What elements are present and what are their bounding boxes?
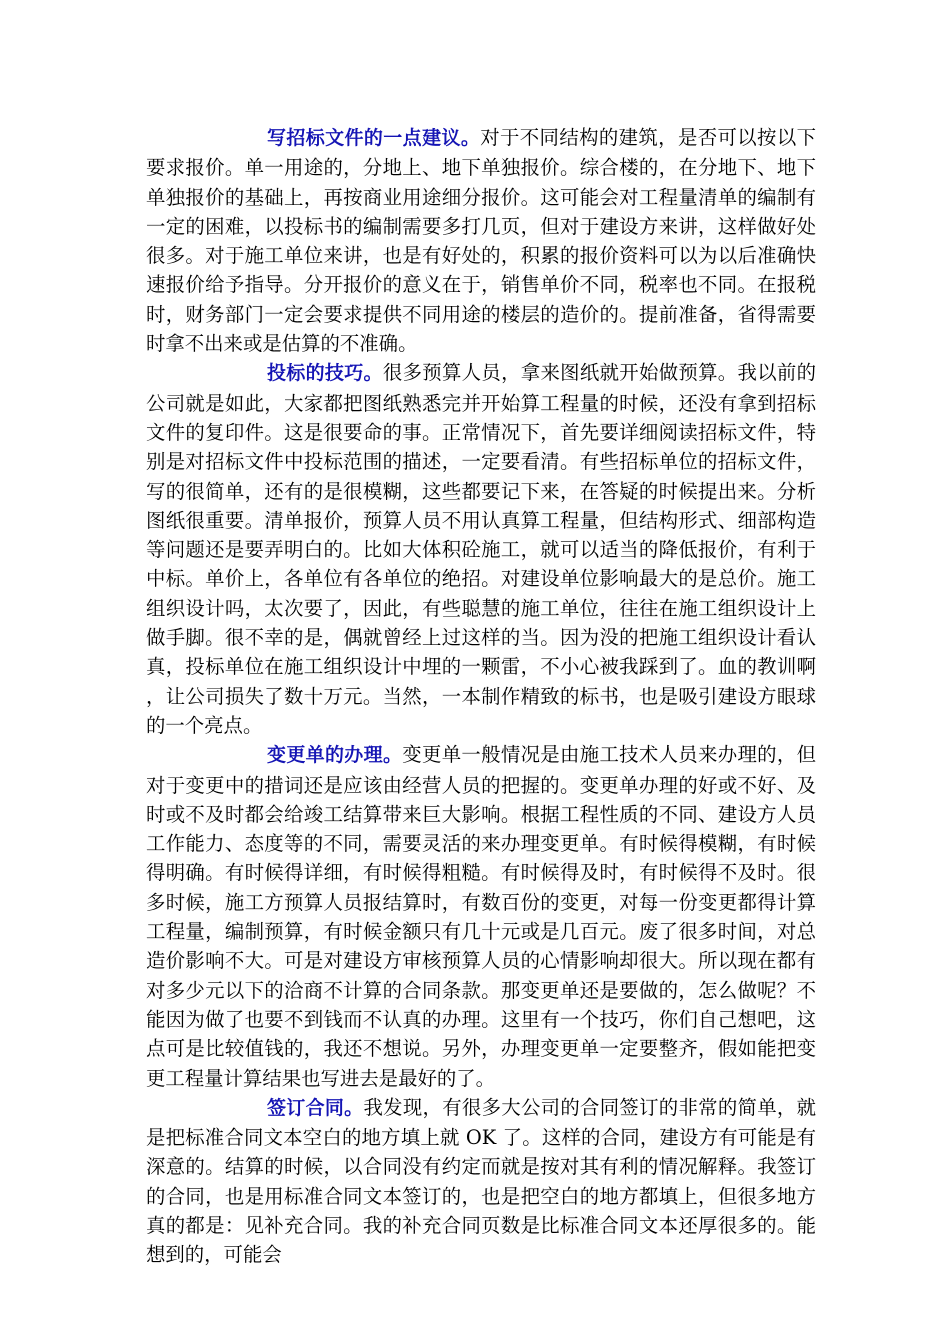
section-heading: 签订合同。 — [267, 1096, 364, 1119]
section-body: 很多预算人员，拿来图纸就开始做预算。我以前的公司就是如此，大家都把图纸熟悉完并开始算工程量的时候，还没有拿到招标文件的复印件。这是很要命的事。正常情况下，首先要详细阅读招标文件，特别是对招标文件中投标范围的描述，一定要看清。有些招标单位的招标文件，写的很简单，还有的是很模糊，这些都要记下来，在答疑的时候提出来。分析图纸很重要。清单报价，预算人员不用认真算工程量，但结构形式、细部构造等问题还是要弄明白的。比如大体积砼施工，就可以适当的降低报价，有利于中标。单价上，各单位有各单位的绝招。对建设单位影响最大的是总价。施工组织设计吗，太次要了，因此，有些聪慧的施工单位，往往在施工组织设计上做手脚。很不幸的是，偶就曾经上过这样的当。因为没的把施工组织设计看认真，投标单位在施工组织设计中埋的一颗雷，不小心被我踩到了。血的教训啊，让公司损失了数十万元。当然，一本制作精致的标书，也是吸引建设方眼球的一个亮点。 — [146, 361, 816, 737]
section-body: 我发现，有很多大公司的合同签订的非常的简单，就是把标准合同文本空白的地方填上就 OK 了。这样的合同，建设方有可能是有深意的。结算的时候，以合同没有约定而就是按对其有利的情况解释。我签订的合同，也是用标准合同文本签订的，也是把空白的地方都填上，但很多地方真的都是：见补充合同。我的补充合同页数是比标准合同文本还厚很多的。能想到的，可能会 — [146, 1095, 816, 1267]
document-body — [146, 123, 816, 1270]
section-bidding-tips — [146, 358, 816, 740]
section-heading: 投标的技巧。 — [267, 362, 383, 385]
section-body: 变更单一般情况是由施工技术人员来办理的，但对于变更中的措词还是应该由经营人员的把握的。变更单办理的好或不好、及时或不及时都会给竣工结算带来巨大影响。根据工程性质的不同、建设方人员工作能力、态度等的不同，需要灵活的来办理变更单。有时候得模糊，有时候得明确。有时候得详细，有时候得粗糙。有时候得及时，有时候得不及时。很多时候，施工方预算人员报结算时，有数百份的变更，对每一份变更都得计算工程量，编制预算，有时候金额只有几十元或是几百元。废了很多时间，对总造价影响不大。可是对建设方审核预算人员的心情影响却很大。所以现在都有对多少元以下的洽商不计算的合同条款。那变更单还是要做的，怎么做呢？不能因为做了也要不到钱而不认真的办理。这里有一个技巧，你们自己想吧，这点可是比较值钱的，我还不想说。另外，办理变更单一定要整齐，假如能把变更工程量计算结果也写进去是最好的了。 — [146, 743, 816, 1090]
section-contract-signing — [146, 1093, 816, 1270]
section-bid-document-advice — [146, 123, 816, 358]
section-body: 对于不同结构的建筑，是否可以按以下要求报价。单一用途的，分地上、地下单独报价。综合楼的，在分地下、地下单独报价的基础上，再按商业用途细分报价。这可能会对工程量清单的编制有一定的困难，以投标书的编制需要多打几页，但对于建设方来讲，这样做好处很多。对于施工单位来讲，也是有好处的，积累的报价资料可以为以后准确快速报价给予指导。分开报价的意义在于，销售单价不同，税率也不同。在报税时，财务部门一定会要求提供不同用途的楼层的造价的。提前准备，省得需要时拿不出来或是估算的不准确。 — [146, 126, 816, 356]
section-change-orders — [146, 740, 816, 1093]
section-heading: 变更单的办理。 — [267, 744, 403, 767]
section-heading: 写招标文件的一点建议。 — [267, 127, 481, 149]
